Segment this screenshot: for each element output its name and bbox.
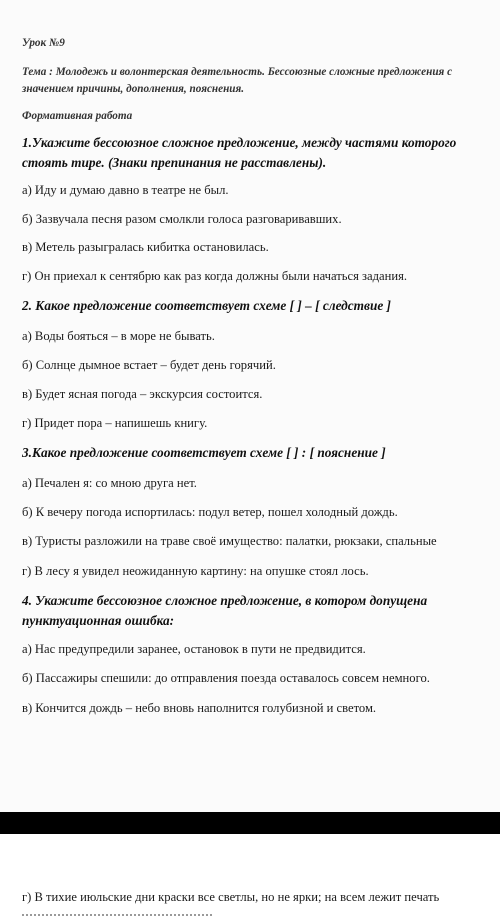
worksheet-page-2-fragment: [0, 834, 500, 918]
question-2-title: 2. Какое предложение соответствует схеме [ ] – [ следствие ]: [22, 298, 391, 313]
question-3-option-b: б) К вечеру погода испортилась: подул ветер, пошел холодный дождь.: [22, 505, 398, 519]
question-2-option-b: б) Солнце дымное встает – будет день горячий.: [22, 358, 276, 372]
question-3-option-a: а) Печален я: со мною друга нет.: [22, 476, 197, 490]
question-1-option-d: г) Он приехал к сентябрю как раз когда должны были начаться задания.: [22, 269, 408, 283]
question-2-option-d: г) Придет пора – напишешь книгу.: [22, 416, 208, 430]
question-2-option-a: а) Воды бояться – в море не бывать.: [22, 329, 215, 343]
question-1-title-line-2: стоять тире. (Знаки препинания не расставлены).: [22, 155, 327, 170]
question-4-option-b: б) Пассажиры спешили: до отправления поезда оставалось совсем немного.: [22, 671, 430, 685]
question-4-title-line-1: 4. Укажите бессоюзное сложное предложение, в котором допущена: [22, 593, 428, 608]
page-separator-bar: [0, 812, 500, 834]
question-1-option-c: в) Метель разыгралась кибитка остановилась.: [22, 240, 269, 254]
topic-line-2: значением причины, дополнения, пояснения.: [22, 83, 245, 95]
question-3-option-d: г) В лесу я увидел неожиданную картину: на опушке стоял лось.: [22, 564, 369, 578]
work-type-heading: Формативная работа: [22, 110, 133, 122]
question-1-title-line-1: 1.Укажите бессоюзное сложное предложение, между частями которого: [22, 135, 457, 150]
question-3-option-c: в) Туристы разложили на траве своё имущество: палатки, рюкзаки, спальные: [22, 534, 437, 548]
question-2-option-c: в) Будет ясная погода – экскурсия состоится.: [22, 387, 263, 401]
topic-line-1: Тема : Молодежь и волонтерская деятельность. Бессоюзные сложные предложения с: [22, 66, 453, 78]
question-4-title-line-2: пунктуационная ошибка:: [22, 613, 175, 628]
question-1-option-a: а) Иду и думаю давно в театре не был.: [22, 183, 229, 197]
cropped-text-edge: [22, 914, 212, 920]
question-3-title: 3.Какое предложение соответствует схеме [ ] : [ пояснение ]: [22, 445, 386, 460]
question-4-option-c: в) Кончится дождь – небо вновь наполнится голубизной и светом.: [22, 701, 377, 715]
lesson-number: Урок №9: [22, 37, 65, 49]
question-4-option-a: а) Нас предупредили заранее, остановок в пути не предвидится.: [22, 642, 366, 656]
question-1-option-b: б) Зазвучала песня разом смолкли голоса разговаривавших.: [22, 212, 342, 226]
question-4-option-d: г) В тихие июльские дни краски все светлы, но не ярки; на всем лежит печать: [22, 890, 440, 904]
